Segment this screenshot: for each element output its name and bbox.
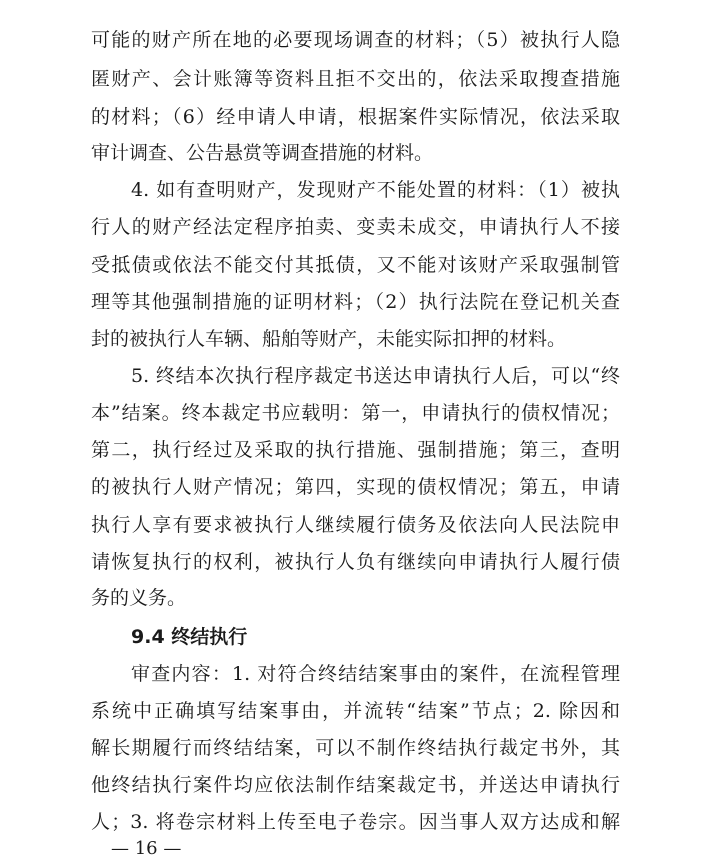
- review-line: 他终结执行案件均应依法制作结案裁定书，并送达申请执行: [91, 774, 620, 796]
- paragraph-line: 本”结案。终本裁定书应载明：第一，申请执行的债权情况；: [91, 402, 620, 424]
- section-number: 9.4: [131, 626, 165, 648]
- paragraph-line: 审计调查、公告悬赏等调查措施的材料。: [91, 142, 434, 164]
- section-heading: [131, 622, 247, 652]
- paragraph-line: 5. 终结本次执行程序裁定书送达申请执行人后，可以“终: [131, 365, 620, 387]
- review-line: 人；3. 将卷宗材料上传至电子卷宗。因当事人双方达成和解: [91, 811, 620, 833]
- paragraph-line: 可能的财产所在地的必要现场调查的材料；（5）被执行人隐: [91, 29, 620, 51]
- paragraph-line: 4. 如有查明财产，发现财产不能处置的材料：（1）被执: [131, 179, 620, 201]
- paragraph-line: 理等其他强制措施的证明材料；（2）执行法院在登记机关查: [91, 291, 620, 313]
- paragraph-line: 务的义务。: [91, 587, 187, 609]
- paragraph-line: 请恢复执行的权利，被执行人负有继续向申请执行人履行债: [91, 551, 620, 573]
- page-number: — 16 —: [111, 838, 182, 859]
- review-line: 审查内容：1. 对符合终结结案事由的案件，在流程管理: [131, 663, 620, 685]
- review-line: 解长期履行而终结结案，可以不制作终结执行裁定书外，其: [91, 737, 620, 759]
- paragraph-line: 的被执行人财产情况；第四，实现的债权情况；第五，申请: [91, 476, 620, 498]
- paragraph-line: 行人的财产经法定程序拍卖、变卖未成交，申请执行人不接: [91, 216, 620, 238]
- paragraph-line: 执行人享有要求被执行人继续履行债务及依法向人民法院申: [91, 514, 620, 536]
- paragraph-line: 的材料；（6）经申请人申请，根据案件实际情况，依法采取: [91, 106, 620, 128]
- paragraph-line: 匿财产、会计账簿等资料且拒不交出的，依法采取搜查措施: [91, 68, 620, 90]
- section-title: 终结执行: [171, 626, 248, 648]
- review-line: 系统中正确填写结案事由，并流转“结案”节点；2. 除因和: [91, 700, 620, 722]
- paragraph-line: 受抵债或依法不能交付其抵债，又不能对该财产采取强制管: [91, 254, 620, 276]
- paragraph-line: 第二，执行经过及采取的执行措施、强制措施；第三，查明: [91, 439, 620, 461]
- paragraph-line: 封的被执行人车辆、船舶等财产，未能实际扣押的材料。: [91, 328, 567, 350]
